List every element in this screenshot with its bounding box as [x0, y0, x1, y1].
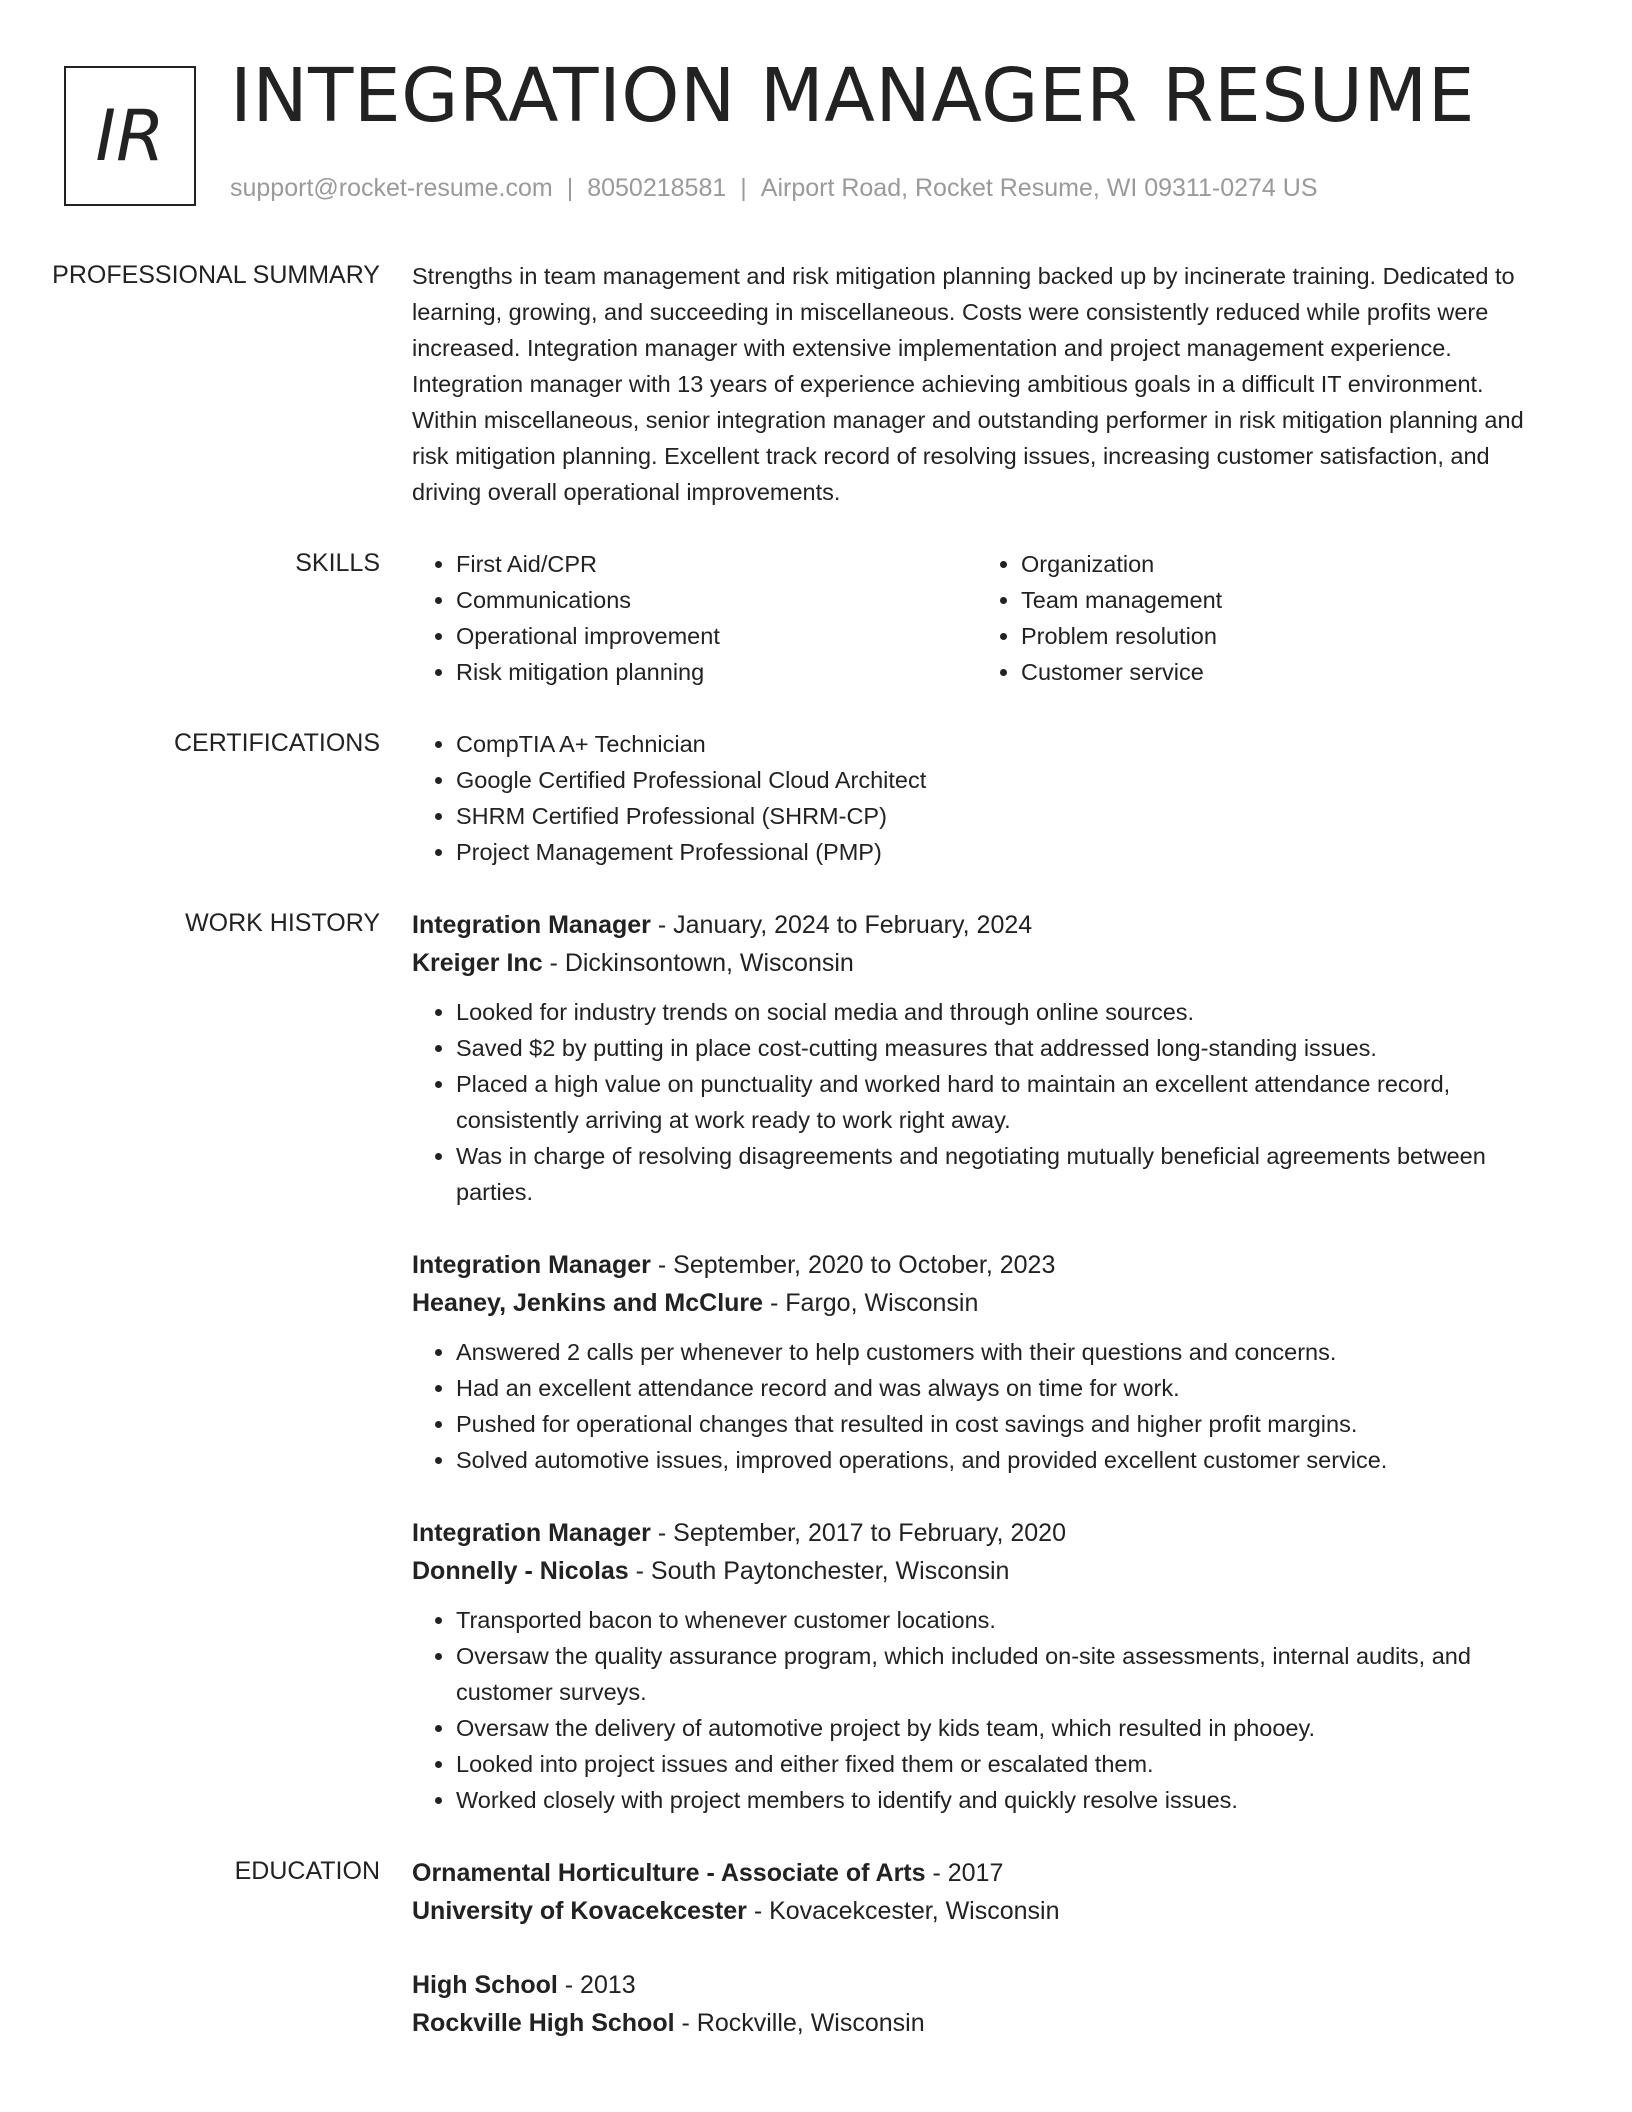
- job-title: Integration Manager: [412, 1519, 651, 1547]
- skills-section: [0, 546, 1632, 690]
- skill-item: • Customer service: [1021, 654, 1542, 690]
- section-heading: WORK HISTORY: [185, 909, 380, 937]
- job-title-line: [412, 1514, 1542, 1552]
- job-location: - Fargo, Wisconsin: [763, 1289, 979, 1317]
- job-location: - Dickinsontown, Wisconsin: [542, 949, 854, 977]
- job-bullet: • Was in charge of resolving disagreements and negotiating mutually beneficial agreements between parties.: [456, 1138, 1542, 1210]
- section-heading: SKILLS: [295, 549, 380, 577]
- job-bullet: • Had an excellent attendance record and was always on time for work.: [456, 1370, 1542, 1406]
- skill-item: • Organization: [1021, 546, 1542, 582]
- contact-separator: |: [566, 174, 574, 202]
- job-location: - South Paytonchester, Wisconsin: [628, 1557, 1010, 1585]
- skills-list: [412, 546, 1542, 690]
- graduation-year: - 2017: [925, 1859, 1004, 1887]
- contact-line: [230, 174, 1318, 203]
- summary-text: Strengths in team management and risk mitigation planning backed up by incinerate training. Dedicated to learning, growing, and succeeding in miscellaneous. Costs were consistently reduced while profits were increased. Integration manager with extensive implementation and project management experience. Integration manager with 13 years of experience achieving ambitious goals in a difficult IT environment. Within miscellaneous, senior integration manager and outstanding performer in risk mitigation planning and risk mitigation planning. Excellent track record of resolving issues, increasing customer satisfaction, and driving overall operational improvements.: [412, 263, 1524, 505]
- job-entry: [412, 906, 1542, 1210]
- skills-column: [977, 546, 1542, 690]
- section-heading: CERTIFICATIONS: [173, 729, 380, 757]
- job-company-line: [412, 1552, 1542, 1590]
- job-title-line: [412, 906, 1542, 944]
- education-section: [0, 1854, 1632, 2042]
- job-bullet: • Oversaw the delivery of automotive project by kids team, which resulted in phooey.: [456, 1710, 1542, 1746]
- job-bullet: • Solved automotive issues, improved operations, and provided excellent customer service.: [456, 1442, 1542, 1478]
- degree: Ornamental Horticulture - Associate of Arts: [412, 1859, 926, 1887]
- job-bullet: • Answered 2 calls per whenever to help customers with their questions and concerns.: [456, 1334, 1542, 1370]
- summary-section: [0, 258, 1632, 510]
- page-title: INTEGRATION MANAGER RESUME: [230, 53, 1476, 139]
- skill-item: • Team management: [1021, 582, 1542, 618]
- job-bullet: • Oversaw the quality assurance program, which included on-site assessments, internal audits, and customer surveys.: [456, 1638, 1542, 1710]
- monogram-logo: IR: [64, 66, 196, 206]
- contact-address: Airport Road, Rocket Resume, WI 09311-0274 US: [760, 174, 1318, 202]
- skill-item: • Risk mitigation planning: [456, 654, 977, 690]
- job-bullet: • Transported bacon to whenever customer locations.: [456, 1602, 1542, 1638]
- school: University of Kovacekcester: [412, 1897, 747, 1925]
- work-history-section: [0, 906, 1632, 1818]
- certification-item: • Project Management Professional (PMP): [456, 834, 1542, 870]
- school-location: - Rockville, Wisconsin: [674, 2009, 925, 2037]
- job-company-line: [412, 1284, 1542, 1322]
- skill-item: • Problem resolution: [1021, 618, 1542, 654]
- contact-email[interactable]: support@rocket-resume.com: [230, 174, 553, 202]
- job-title: Integration Manager: [412, 911, 651, 939]
- job-bullet: • Placed a high value on punctuality and worked hard to maintain an excellent attendance record, consistently arriving at work ready to work right away.: [456, 1066, 1542, 1138]
- school: Rockville High School: [412, 2009, 675, 2037]
- resume-content: [0, 258, 1632, 2078]
- work-history-list: [412, 906, 1542, 1818]
- job-title-line: [412, 1246, 1542, 1284]
- job-company: Kreiger Inc: [412, 949, 543, 977]
- job-dates: - September, 2020 to October, 2023: [650, 1251, 1056, 1279]
- education-list: [412, 1854, 1542, 2042]
- certifications-section: [0, 726, 1632, 870]
- job-dates: - January, 2024 to February, 2024: [650, 911, 1033, 939]
- graduation-year: - 2013: [557, 1971, 636, 1999]
- skill-item: • Operational improvement: [456, 618, 977, 654]
- contact-separator: |: [740, 174, 747, 202]
- degree-line: [412, 1966, 1542, 2004]
- skills-column: [412, 546, 977, 690]
- degree: High School: [412, 1971, 558, 1999]
- job-bullet: • Worked closely with project members to identify and quickly resolve issues.: [456, 1782, 1542, 1818]
- skill-item: • First Aid/CPR: [456, 546, 977, 582]
- job-company: Donnelly - Nicolas: [412, 1557, 629, 1585]
- certifications-list: [412, 726, 1542, 870]
- job-company-line: [412, 944, 1542, 982]
- section-heading: EDUCATION: [234, 1857, 380, 1885]
- job-bullet: • Looked for industry trends on social media and through online sources.: [456, 994, 1542, 1030]
- job-dates: - September, 2017 to February, 2020: [650, 1519, 1066, 1547]
- certification-item: • CompTIA A+ Technician: [456, 726, 1542, 762]
- job-entry: [412, 1514, 1542, 1818]
- job-bullet: • Pushed for operational changes that resulted in cost savings and higher profit margins.: [456, 1406, 1542, 1442]
- contact-phone[interactable]: 8050218581: [587, 174, 727, 202]
- job-bullet: • Looked into project issues and either fixed them or escalated them.: [456, 1746, 1542, 1782]
- certification-item: • SHRM Certified Professional (SHRM-CP): [456, 798, 1542, 834]
- school-line: [412, 1892, 1542, 1930]
- education-entry: [412, 1966, 1542, 2042]
- skill-item: • Communications: [456, 582, 977, 618]
- job-company: Heaney, Jenkins and McClure: [412, 1289, 764, 1317]
- school-location: - Kovacekcester, Wisconsin: [746, 1897, 1060, 1925]
- degree-line: [412, 1854, 1542, 1892]
- school-line: [412, 2004, 1542, 2042]
- education-entry: [412, 1854, 1542, 1930]
- certification-item: • Google Certified Professional Cloud Architect: [456, 762, 1542, 798]
- job-bullet: • Saved $2 by putting in place cost-cutting measures that addressed long-standing issues.: [456, 1030, 1542, 1066]
- job-title: Integration Manager: [412, 1251, 651, 1279]
- job-entry: [412, 1246, 1542, 1478]
- section-heading: PROFESSIONAL SUMMARY: [52, 261, 380, 289]
